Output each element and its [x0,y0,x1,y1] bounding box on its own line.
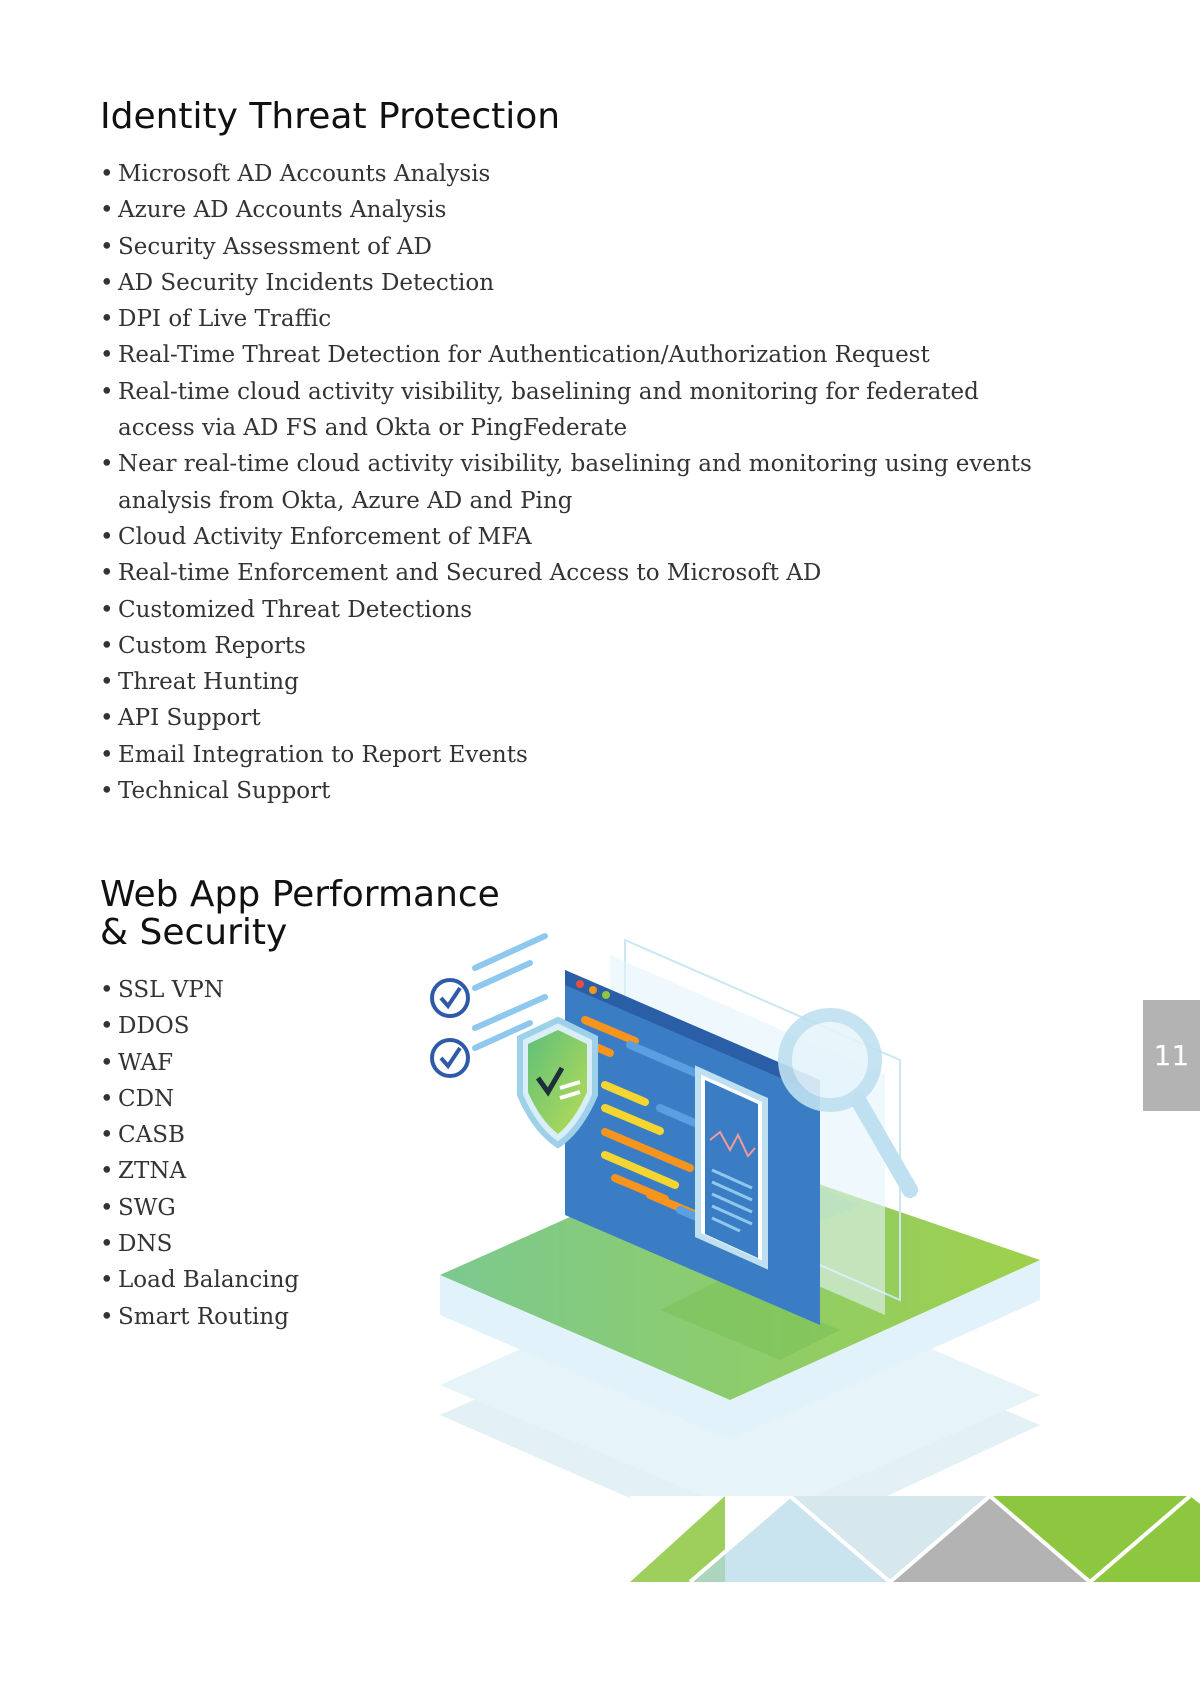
list-item: • SSL VPN [100,972,500,1008]
list-item: • WAF [100,1045,500,1081]
list-item: • Azure AD Accounts Analysis [100,192,1040,228]
list-item: • Email Integration to Report Events [100,737,1040,773]
identity-threat-protection-section [100,98,1040,809]
list-item: • DDOS [100,1008,500,1044]
list-item: • Microsoft AD Accounts Analysis [100,156,1040,192]
list-item: • CASB [100,1117,500,1153]
list-item: • Custom Reports [100,628,1040,664]
feature-list [100,156,1040,809]
triangle-band-decoration [630,1496,1200,1586]
list-item: • Real-time Enforcement and Secured Access to Microsoft AD [100,555,1040,591]
list-item: • ZTNA [100,1153,500,1189]
list-item: • Cloud Activity Enforcement of MFA [100,519,1040,555]
list-item: • DPI of Live Traffic [100,301,1040,337]
list-item: • CDN [100,1081,500,1117]
list-item: • Real-Time Threat Detection for Authentication/Authorization Request [100,337,1040,373]
section-heading: Web App Performance & Security [100,874,500,953]
list-item: • SWG [100,1190,500,1226]
list-item: • Technical Support [100,773,1040,809]
list-item: • Security Assessment of AD [100,229,1040,265]
list-item: • API Support [100,700,1040,736]
list-item: • Smart Routing [100,1299,500,1335]
list-item: • Threat Hunting [100,664,1040,700]
list-item: • Customized Threat Detections [100,592,1040,628]
section-heading: Identity Threat Protection [100,96,561,137]
phone-icon [698,1070,765,1265]
list-item: • Real-time cloud activity visibility, baselining and monitoring for federated access via AD FS and Okta or PingFederate [100,374,1040,447]
list-item: • DNS [100,1226,500,1262]
page-number: 11 [1153,1039,1190,1072]
list-item: • Near real-time cloud activity visibility, baselining and monitoring using events analysis from Okta, Azure AD and Ping [100,446,1040,519]
list-item: • AD Security Incidents Detection [100,265,1040,301]
page-number-tab [1143,1000,1200,1111]
list-item: • Load Balancing [100,1262,500,1298]
